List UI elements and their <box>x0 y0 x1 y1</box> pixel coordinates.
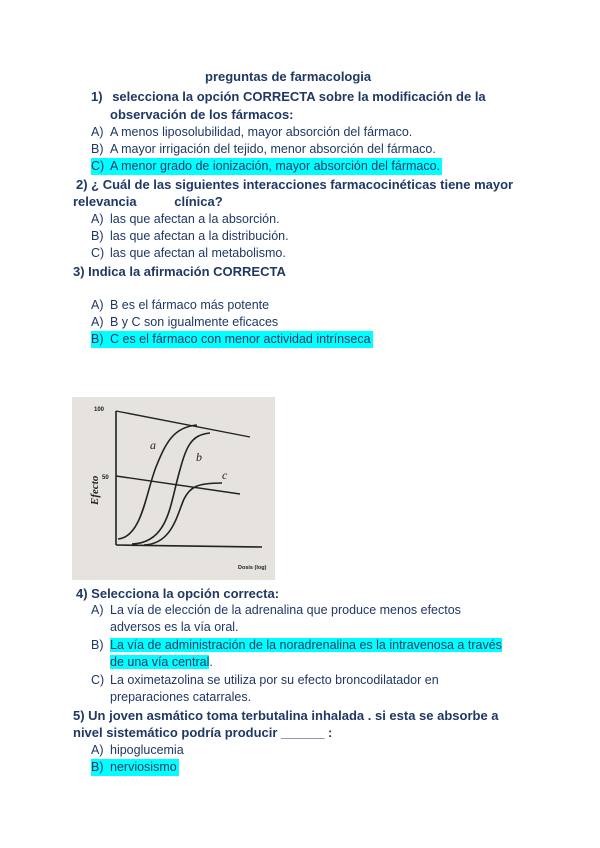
question-2-word-relevancia: relevancia <box>73 194 137 209</box>
dose-response-graph <box>72 397 275 580</box>
curve-b-label: b <box>196 450 202 464</box>
option-text-line1: La vía de elección de la adrenalina que produce menos efectos <box>110 603 461 617</box>
option-letter: C) <box>91 673 105 687</box>
q4-option-b-line2 <box>110 654 213 671</box>
y-axis-label: Efecto <box>89 475 101 505</box>
question-2-word-clinica: clínica? <box>174 194 223 209</box>
q3-option-2 <box>91 314 278 331</box>
question-4-text: 4) Selecciona la opción correcta: <box>76 586 280 601</box>
q2-option-c <box>91 245 286 262</box>
x-axis-label: Dosis (log) <box>238 565 267 571</box>
option-letter: B) <box>91 332 104 346</box>
tick-50: 50 <box>102 475 109 481</box>
curve-c-label: c <box>222 468 228 482</box>
option-text: A mayor irrigación del tejido, menor absorción del fármaco. <box>110 142 436 156</box>
q2-option-b <box>91 228 289 245</box>
question-5-text-line2: nivel sistemático podría producir ______ : <box>73 725 333 740</box>
option-letter: A) <box>91 125 104 139</box>
question-1-number: 1) <box>91 89 103 104</box>
q4-option-a-line2: adversos es la vía oral. <box>110 620 239 634</box>
question-1 <box>91 88 486 105</box>
option-text: B y C son igualmente eficaces <box>110 315 279 329</box>
option-letter: B) <box>91 229 104 243</box>
q1-option-b <box>91 141 436 158</box>
q5-option-a <box>91 742 184 759</box>
option-text: A menos liposolubilidad, mayor absorción del fármaco. <box>110 125 413 139</box>
option-letter: A) <box>91 212 104 226</box>
question-1-text-line1: selecciona la opción CORRECTA sobre la modificación de la <box>112 89 486 104</box>
question-1-text-line2: observación de los fármacos: <box>110 107 294 122</box>
question-3-text: 3) Indica la afirmación CORRECTA <box>73 264 286 279</box>
option-text: B es el fármaco más potente <box>110 298 270 312</box>
q4-option-a <box>91 602 461 619</box>
curve-a-label: a <box>150 438 156 452</box>
dose-response-figure <box>72 397 275 580</box>
option-letter: A) <box>91 603 104 617</box>
q1-option-c-highlighted <box>91 158 442 175</box>
option-text-line2-tail: . <box>209 655 213 669</box>
q3-option-3-highlighted <box>91 331 373 348</box>
option-text-line1-highlighted: La vía de administración de la noradrenalina es la intravenosa a través <box>110 638 502 652</box>
question-2-text-line2 <box>73 193 223 210</box>
tick-100: 100 <box>94 407 105 413</box>
question-5-text-line1: 5) Un joven asmático toma terbutalina inhalada . si esta se absorbe a <box>73 708 499 723</box>
q3-option-1 <box>91 297 269 314</box>
option-text: las que afectan a la distribución. <box>110 229 289 243</box>
option-text: nerviosismo <box>110 760 177 774</box>
option-letter: B) <box>91 142 104 156</box>
q4-option-c-line2: preparaciones catarrales. <box>110 690 252 704</box>
q4-option-b <box>91 637 502 654</box>
option-text-line1: La oximetazolina se utiliza por su efecto broncodilatador en <box>110 673 439 687</box>
option-letter: A) <box>91 315 104 329</box>
page-title: preguntas de farmacologia <box>205 69 372 84</box>
option-text: las que afectan a la absorción. <box>110 212 280 226</box>
option-text: C es el fármaco con menor actividad intrínseca <box>110 332 371 346</box>
option-text: A menor grado de ionización, mayor absorción del fármaco. <box>110 159 441 173</box>
option-letter: C) <box>91 246 105 260</box>
q1-option-a <box>91 124 412 141</box>
option-letter: B) <box>91 638 104 652</box>
q4-option-c <box>91 672 439 689</box>
q2-option-a <box>91 211 280 228</box>
option-text: hipoglucemia <box>110 743 184 757</box>
option-letter: C) <box>91 159 105 173</box>
option-text-line2-highlighted: de una vía central <box>110 655 210 669</box>
q5-option-b-highlighted <box>91 759 179 776</box>
figure-background <box>72 397 275 580</box>
option-letter: A) <box>91 743 104 757</box>
option-text: las que afectan al metabolismo. <box>110 246 286 260</box>
option-letter: B) <box>91 760 104 774</box>
question-2-text-line1: 2) ¿ Cuál de las siguientes interacciones farmacocinéticas tiene mayor <box>76 177 514 192</box>
option-letter: A) <box>91 298 104 312</box>
